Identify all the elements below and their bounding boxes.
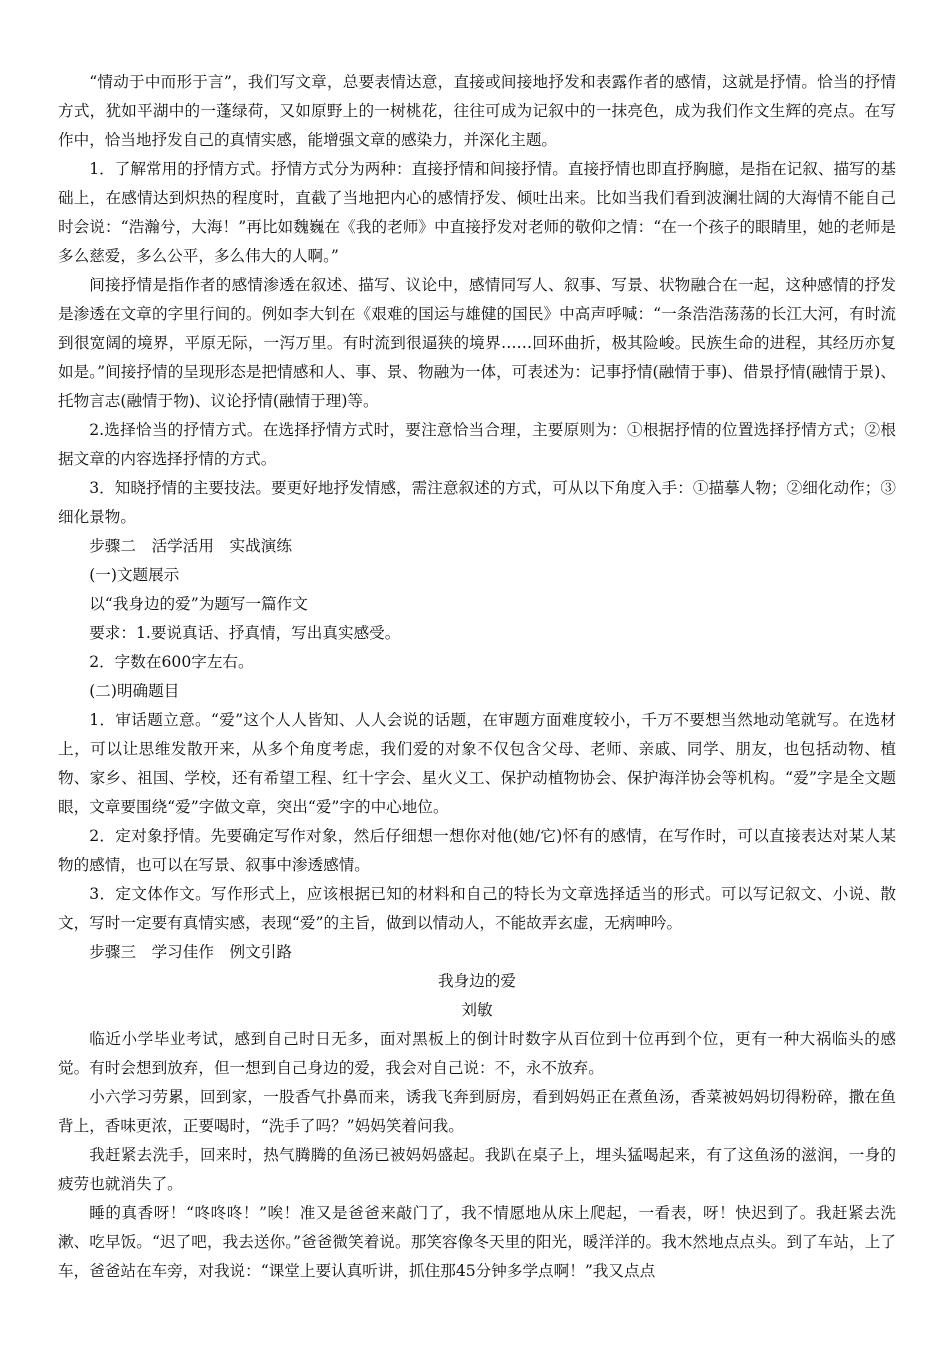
requirement-1: 要求：1.要说真话、抒真情，写出真实感受。	[89, 624, 401, 642]
clarify-point-1: 1．审话题立意。“爱”这个人人皆知、人人会说的话题，在审题方面难度较小，千万不要想当然地动笔就写。在选材上，可以让思维发散开来，从多个角度考虑，我们爱的对象不仅包含父母、老师、亲戚、同学、朋友，也包括动物、植物、家乡、祖国、学校，还有希望工程、红十字会、星火义工、保护动植物协会、保护海洋协会等机构。“爱”字是全文题眼，文章要围绕“爱”字做文章，突出“爱”字的中心地位。	[58, 711, 896, 816]
intro-paragraph: “情动于中而形于言”，我们写文章，总要表情达意，直接或间接地抒发和表露作者的感情，这就是抒情。恰当的抒情方式，犹如平湖中的一蓬绿荷，又如原野上的一树桃花，往往可成为记叙中的一抹亮色，成为我们作文生辉的亮点。在写作中，恰当地抒发自己的真情实感，能增强文章的感染力，并深化主题。	[58, 73, 896, 149]
topic-prompt: 以“我身边的爱”为题写一篇作文	[89, 595, 308, 613]
choose-method-paragraph: 2.选择恰当的抒情方式。在选择抒情方式时，要注意恰当合理，主要原则为：①根据抒情的位置选择抒情方式；②根据文章的内容选择抒情的方式。	[58, 421, 896, 468]
direct-lyric-paragraph: 1．了解常用的抒情方式。抒情方式分为两种：直接抒情和间接抒情。直接抒情也即直抒胸臆，是指在记叙、描写的基础上，在感情达到炽热的程度时，直截了当地把内心的感情抒发、倾吐出来。比如当我们看到波澜壮阔的大海情不能自己时会说：“浩瀚兮，大海！”再比如魏巍在《我的老师》中直接抒发对老师的敬仰之情：“在一个孩子的眼睛里，她的老师是多么慈爱，多么公平，多么伟大的人啊。”	[58, 160, 896, 265]
document-page	[58, 68, 896, 1286]
essay-paragraph: 睡的真香呀！“咚咚咚！”唉！准又是爸爸来敲门了，我不情愿地从床上爬起，一看表，呀！快迟到了。我赶紧去洗漱、吃早饭。“迟了吧，我去送你。”爸爸微笑着说。那笑容像冬天里的阳光，暖洋洋的。我木然地点点头。到了车站，上了车，爸爸站在车旁，对我说：“课堂上要认真听讲，抓住那45分钟多学点啊！”我又点点	[58, 1204, 896, 1280]
clarify-topic-heading: (二)明确题目	[89, 682, 180, 700]
essay-title: 我身边的爱	[438, 972, 516, 990]
essay-paragraph: 临近小学毕业考试，感到自己时日无多，面对黑板上的倒计时数字从百位到十位再到个位，更有一种大祸临头的感觉。有时会想到放弃，但一想到自己身边的爱，我会对自己说：不，永不放弃。	[58, 1030, 896, 1077]
indirect-lyric-paragraph: 间接抒情是指作者的感情渗透在叙述、描写、议论中，感情同写人、叙事、写景、状物融合在一起，这种感情的抒发是渗透在文章的字里行间的。例如李大钊在《艰难的国运与雄健的国民》中高声呼喊：“一条浩浩荡荡的长江大河，有时流到很宽阔的境界，平原无际，一泻万里。有时流到很逼狭的境界……回环曲折，极其险峻。民族生命的进程，其经历亦复如是。”间接抒情的呈现形态是把情感和人、事、景、物融为一体，可表述为：记事抒情(融情于事)、借景抒情(融情于景)、托物言志(融情于物)、议论抒情(融情于理)等。	[58, 276, 896, 410]
clarify-point-3: 3．定文体作文。写作形式上，应该根据已知的材料和自己的特长为文章选择适当的形式。可以写记叙文、小说、散文，写时一定要有真情实感，表现“爱”的主旨，做到以情动人，不能故弄玄虚，无病呻吟。	[58, 885, 896, 932]
essay-paragraph: 小六学习劳累，回到家，一股香气扑鼻而来，诱我飞奔到厨房，看到妈妈正在煮鱼汤，香菜被妈妈切得粉碎，撒在鱼背上，香味更浓，正要喝时，“洗手了吗？”妈妈笑着问我。	[58, 1088, 896, 1135]
technique-paragraph: 3．知晓抒情的主要技法。要更好地抒发情感，需注意叙述的方式，可从以下角度入手：①描摹人物；②细化动作；③细化景物。	[58, 479, 896, 526]
clarify-point-2: 2．定对象抒情。先要确定写作对象，然后仔细想一想你对他(她/它)怀有的感情，在写作时，可以直接表达对某人某物的感情，也可以在写景、叙事中渗透感情。	[58, 827, 896, 874]
essay-paragraph: 我赶紧去洗手，回来时，热气腾腾的鱼汤已被妈妈盛起。我趴在桌子上，埋头猛喝起来，有了这鱼汤的滋润，一身的疲劳也就消失了。	[58, 1146, 896, 1193]
step-three-heading: 步骤三 学习佳作 例文引路	[89, 943, 292, 961]
step-two-heading: 步骤二 活学活用 实战演练	[89, 537, 292, 555]
requirement-2: 2．字数在600字左右。	[89, 653, 254, 671]
topic-display-heading: (一)文题展示	[89, 566, 180, 584]
essay-author: 刘敏	[461, 1001, 493, 1019]
